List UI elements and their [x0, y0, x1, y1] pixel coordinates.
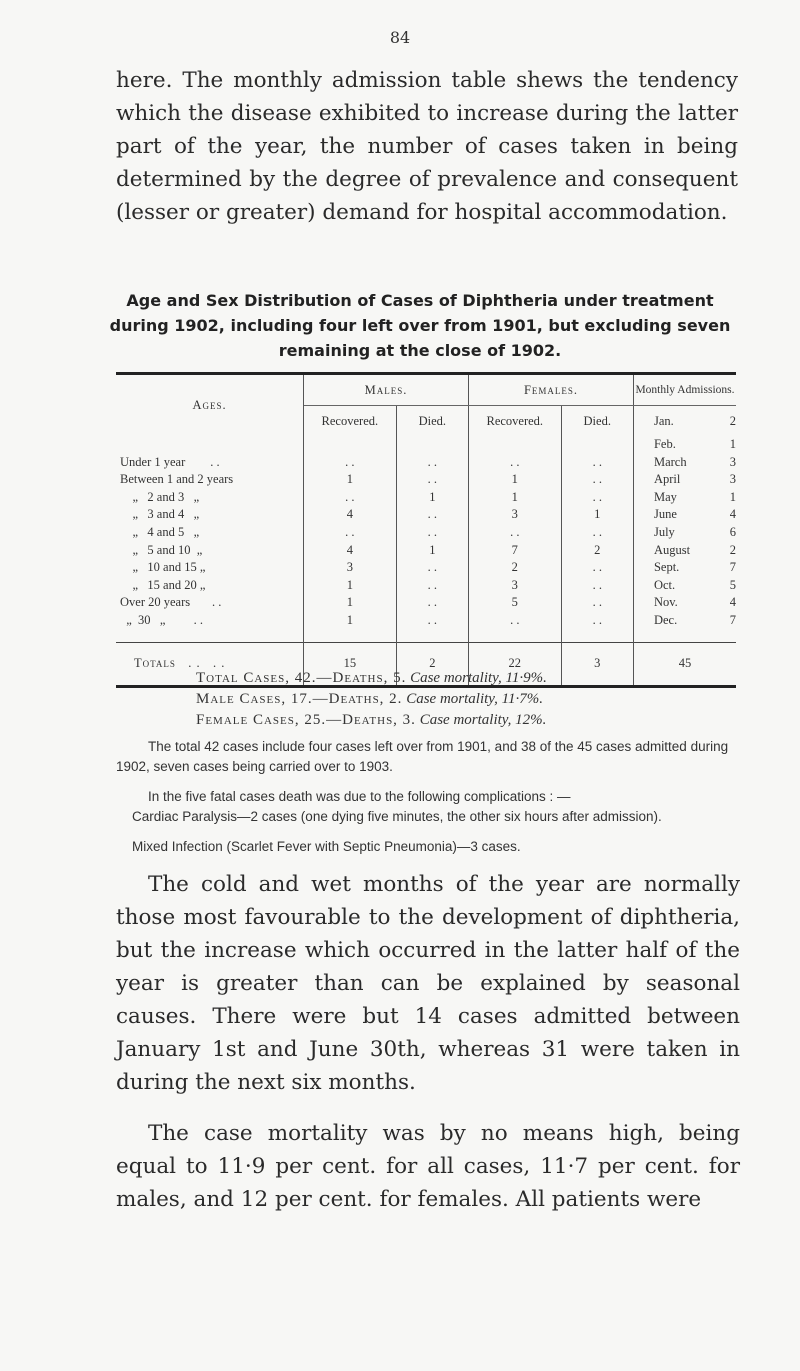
mortality-summary	[196, 668, 756, 731]
table-row: „ 2 and 3 „ . . 1 1 . . May 1	[116, 489, 736, 507]
notes	[116, 737, 740, 857]
note-paragraph: In the five fatal cases death was due to the following complications : —	[148, 789, 571, 804]
male-died-header: Died.	[396, 406, 468, 437]
table-heading: Age and Sex Distribution of Cases of Diphtheria under treatment during 1902, including four left over from 1901, but excluding seven remaining at the close of 1902.	[109, 291, 731, 360]
page-number: 84	[389, 28, 411, 47]
summary-line: Total Cases, 42.—Deaths, 5. Case mortality, 11·9%.	[196, 670, 547, 686]
note-paragraph: The total 42 cases include four cases left over from 1901, and 38 of the 45 cases admitted during 1902, seven cases being carried over to 1903.	[116, 739, 729, 774]
male-recovered-header: Recovered.	[304, 406, 397, 437]
body-text	[116, 868, 740, 1234]
month-row: Nov. 4	[653, 595, 736, 610]
table-row: „ 10 and 15 „ 3 . . 2 . . Sept. 7	[116, 559, 736, 577]
ages-header: Ages.	[116, 374, 304, 437]
note-paragraph: Cardiac Paralysis—2 cases (one dying five minutes, the other six hours after admission).	[132, 809, 662, 824]
month-row: May 1	[653, 489, 736, 504]
month-row: Dec. 7	[653, 612, 736, 627]
table-row: Over 20 years . . 1 . . 5 . . Nov. 4	[116, 594, 736, 612]
month-row: Jan. 2	[653, 413, 736, 428]
table-row: „ 3 and 4 „ 4 . . 3 1 June 4	[116, 506, 736, 524]
table-body	[116, 436, 736, 686]
month-row: July 6	[653, 524, 736, 539]
table-row: „ 4 and 5 „ . . . . . . . . July 6	[116, 524, 736, 542]
summary-line: Male Cases, 17.—Deaths, 2. Case mortality, 11·7%.	[196, 691, 543, 707]
distribution-table	[116, 372, 736, 688]
intro-paragraph: here. The monthly admission table shews the tendency which the disease exhibited to increase during the latter part of the year, the number of cases taken in being determined by the degree of prevalence and consequent (lesser or greater) demand for hospital accommodation.	[116, 68, 738, 225]
month-row: Oct. 5	[653, 577, 736, 592]
males-header: Males.	[304, 374, 469, 406]
body-paragraph: The cold and wet months of the year are normally those most favourable to the development of diphtheria, but the increase which occurred in the latter half of the year is greater than can be explained by seasonal causes. There were but 14 cases admitted between January 1st and June 30th, whereas 31 were taken in during the next six months.	[116, 872, 740, 1095]
female-died-header: Died.	[561, 406, 633, 437]
monthly-header: Monthly Admissions.	[633, 374, 736, 406]
table-row: „ 5 and 10 „ 4 1 7 2 August 2	[116, 542, 736, 560]
month-row: Sept. 7	[653, 560, 736, 575]
table-row: „ 15 and 20 „ 1 . . 3 . . Oct. 5	[116, 577, 736, 595]
table-row: Under 1 year . . . . . . . . . . March 3	[116, 454, 736, 472]
females-header: Females.	[469, 374, 634, 406]
table-row: „ 30 „ . . 1 . . . . . . Dec. 7	[116, 612, 736, 630]
female-recovered-header: Recovered.	[469, 406, 562, 437]
summary-line: Female Cases, 25.—Deaths, 3. Case mortality, 12%.	[196, 712, 547, 728]
month-row: March 3	[653, 454, 736, 469]
month-row: Feb. 1	[653, 437, 736, 451]
month-row: June 4	[653, 507, 736, 522]
totals-row: Totals . . . . 15 2 22 3 45	[116, 642, 736, 686]
note-paragraph: Mixed Infection (Scarlet Fever with Septic Pneumonia)—3 cases.	[132, 839, 521, 854]
month-row: August 2	[653, 542, 736, 557]
body-paragraph: The case mortality was by no means high, being equal to 11·9 per cent. for all cases, 11·7 per cent. for males, and 12 per cent. for females. All patients were	[116, 1121, 740, 1212]
month-row: April 3	[653, 472, 736, 487]
table-row: Between 1 and 2 years 1 . . 1 . . April 3	[116, 471, 736, 489]
